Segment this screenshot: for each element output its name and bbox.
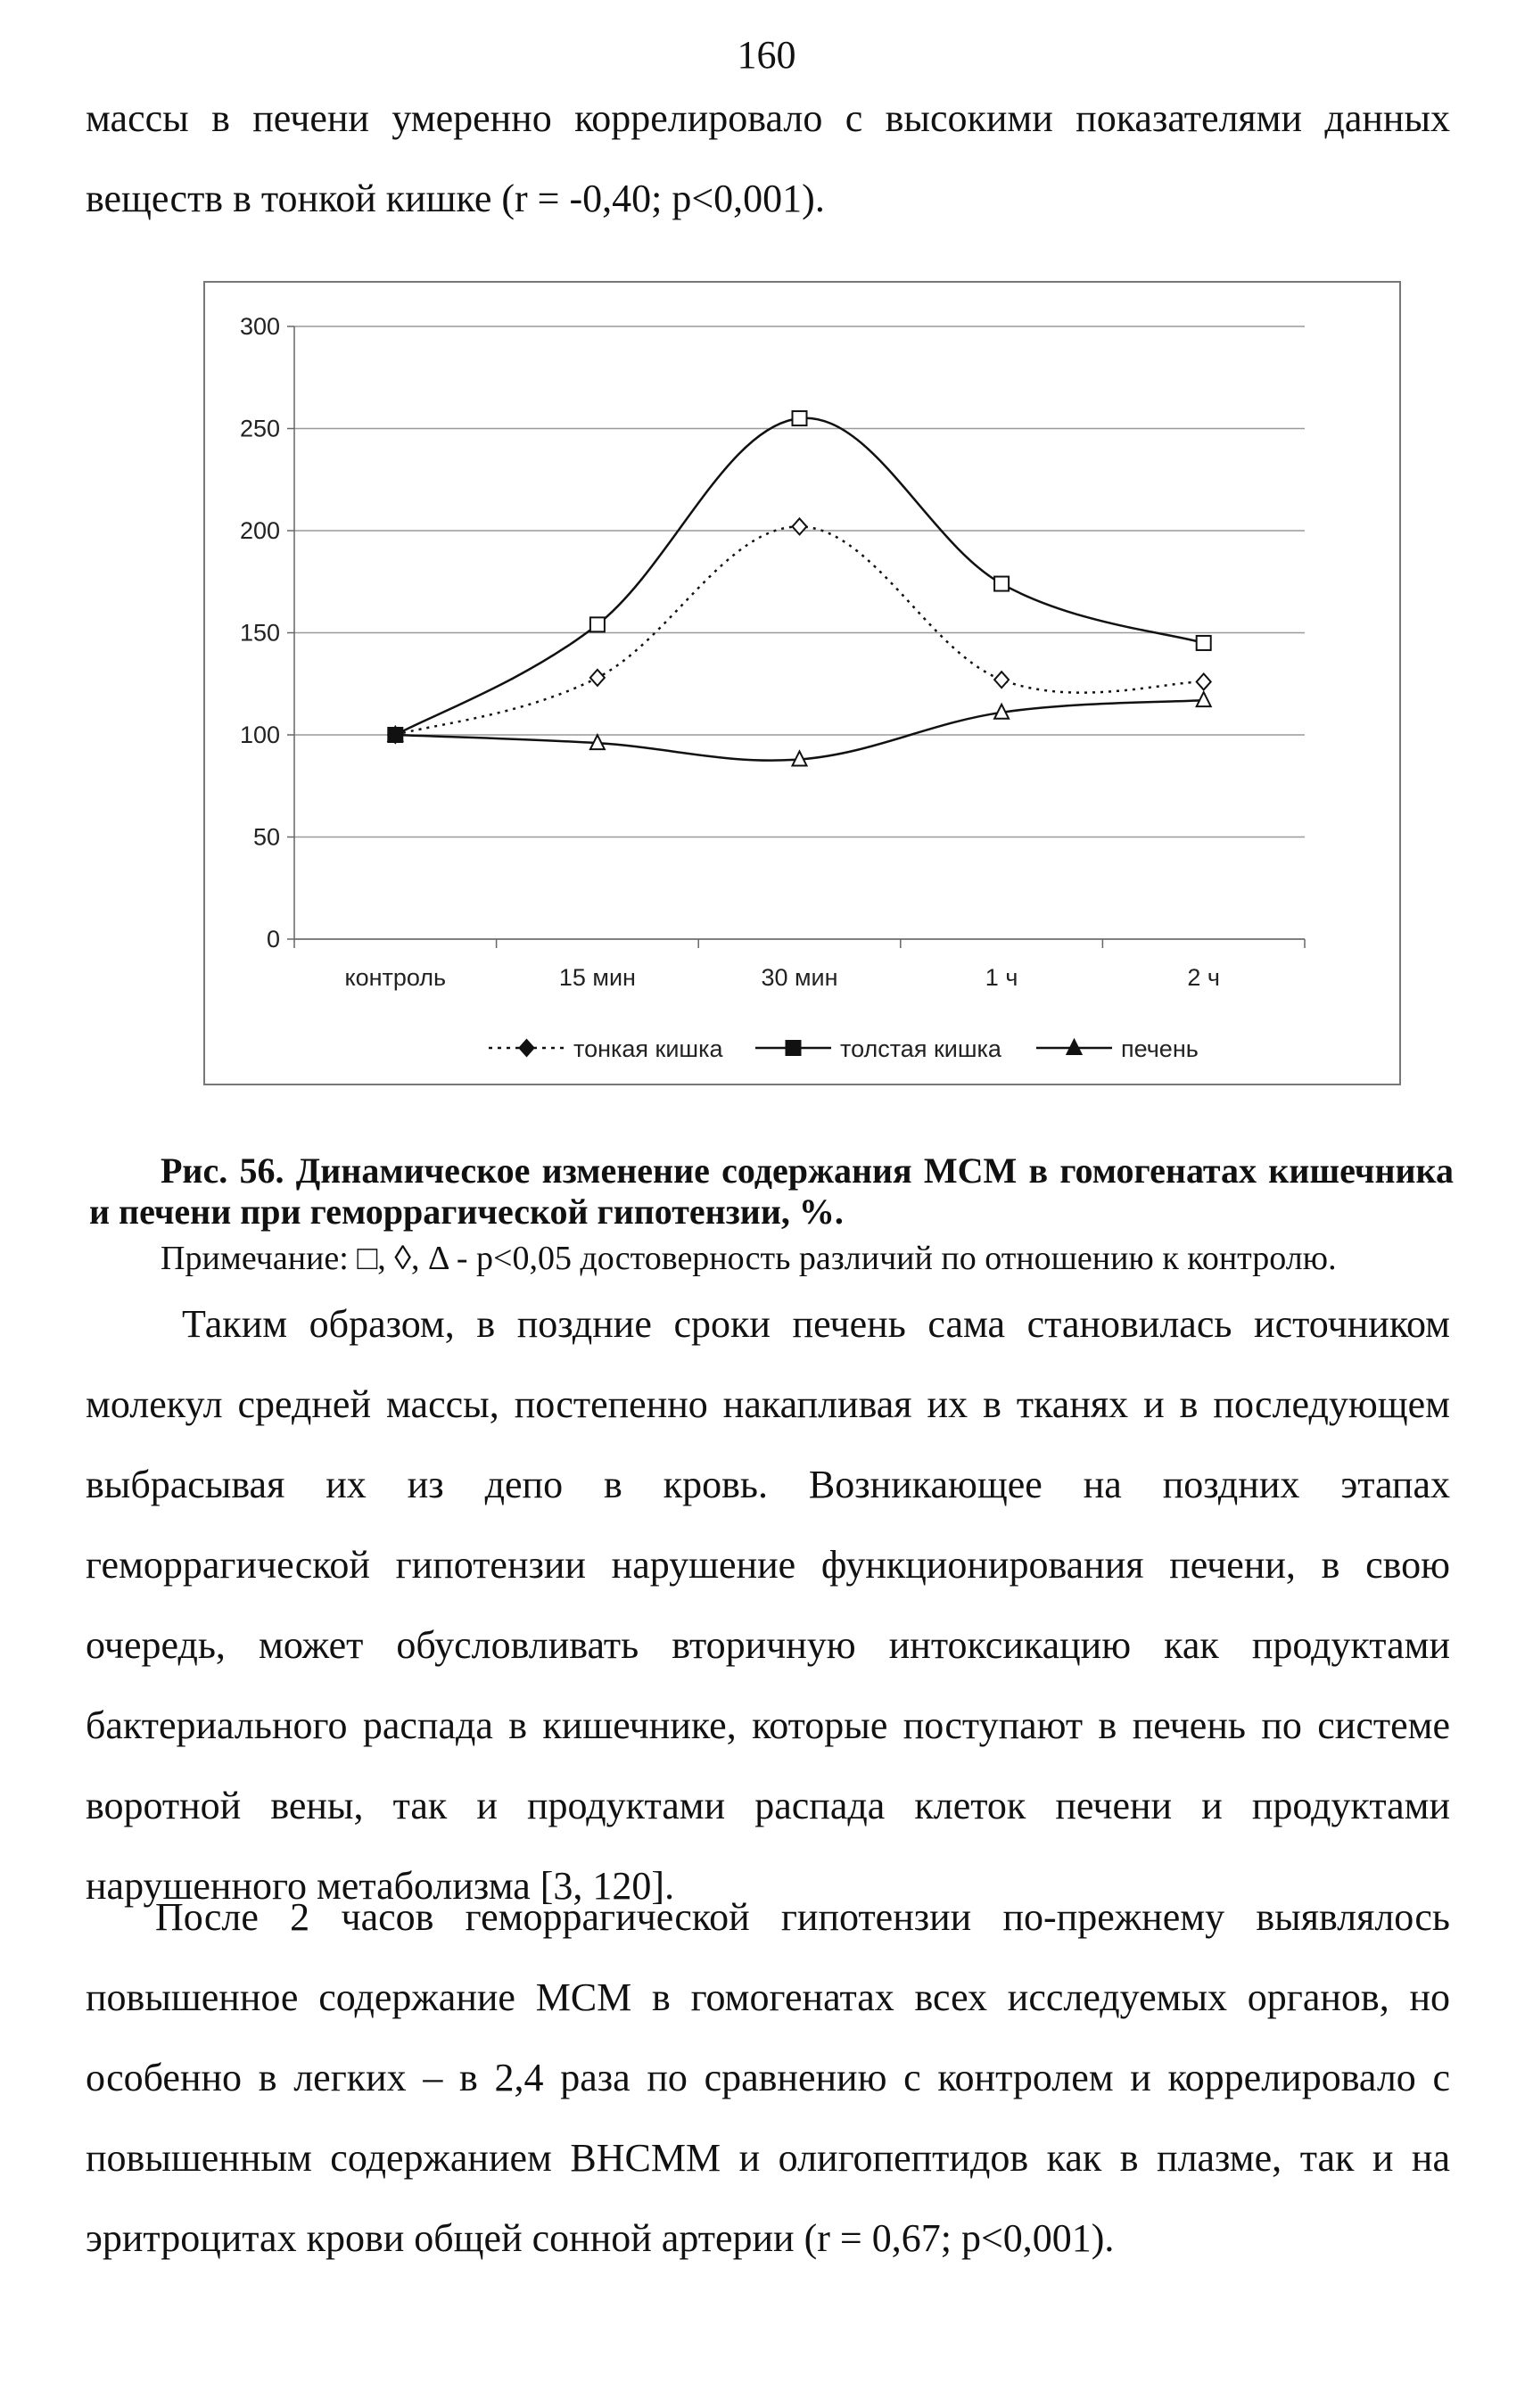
chart-frame xyxy=(203,281,1401,1085)
data-point-series-2 xyxy=(590,617,605,631)
data-point-series-2 xyxy=(994,577,1009,591)
y-tick-label: 200 xyxy=(239,517,280,544)
data-point-series-1 xyxy=(590,670,605,686)
y-tick-label: 50 xyxy=(252,823,280,851)
series-line-2 xyxy=(395,418,1203,735)
legend-label-1: тонкая кишка xyxy=(573,1035,723,1062)
x-tick-label: 30 мин xyxy=(761,964,838,991)
legend-label-3: печень xyxy=(1121,1035,1199,1062)
intro-paragraph: массы в печени умеренно коррелировало с высокими показателями данных веществ в тонкой кишке (r = -0,40; p<0,001). xyxy=(86,96,1450,220)
y-tick-label: 250 xyxy=(239,415,280,442)
legend-marker-2 xyxy=(787,1041,801,1055)
data-point-series-1 xyxy=(793,518,807,534)
x-tick-label: контроль xyxy=(344,964,447,991)
x-tick-label: 2 ч xyxy=(1187,964,1220,991)
page-number: 160 xyxy=(737,33,796,77)
data-point-series-1 xyxy=(1197,673,1211,689)
figure-caption xyxy=(89,1150,1454,1279)
y-tick-label: 300 xyxy=(239,313,280,340)
x-tick-label: 1 ч xyxy=(985,964,1018,991)
legend-label-2: толстая кишка xyxy=(840,1035,1001,1062)
caption-title: Рис. 56. Динамическое изменение содержания МСМ в гомогенатах кишечника и печени при геморрагической гипотензии, %. xyxy=(89,1150,1454,1232)
data-point-series-2 xyxy=(793,411,807,425)
data-point-series-3 xyxy=(1197,692,1211,706)
data-point-series-1 xyxy=(994,672,1009,688)
chart-svg xyxy=(205,283,1399,1084)
body-paragraph-2: После 2 часов геморрагической гипотензии по-прежнему выявлялось повышенное содержание МСМ в гомогенатах всех исследуемых органов, но особенно в легких – в 2,4 раза по сравнению с контролем и коррелировало с повышенным содержанием ВНСММ и олигопептидов как в плазме, так и на эритроцитах крови общей сонной артерии (r = 0,67; p<0,001). xyxy=(86,1895,1450,2260)
y-tick-label: 150 xyxy=(239,619,280,647)
body-paragraph-1: Таким образом, в поздние сроки печень сама становилась источником молекул средней массы, постепенно накапливая их в тканях и в последующем выбрасывая их из депо в кровь. Возникающее на поздних этапах геморрагической гипотензии нарушение функционирования печени, в свою очередь, может обусловливать вторичную интоксикацию как продуктами бактериального распада в кишечнике, которые поступают в печень по системе воротной вены, так и продуктами распада клеток печени и продуктами нарушенного метаболизма [3, 120]. xyxy=(86,1302,1450,1908)
y-tick-label: 0 xyxy=(266,926,280,952)
caption-note: Примечание: □, ◊, Δ - р<0,05 достоверность различий по отношению к контролю. xyxy=(161,1240,1337,1277)
data-point-series-2 xyxy=(1197,636,1211,650)
legend-marker-1 xyxy=(520,1040,534,1056)
x-tick-label: 15 мин xyxy=(558,964,636,991)
y-tick-label: 100 xyxy=(239,722,280,748)
